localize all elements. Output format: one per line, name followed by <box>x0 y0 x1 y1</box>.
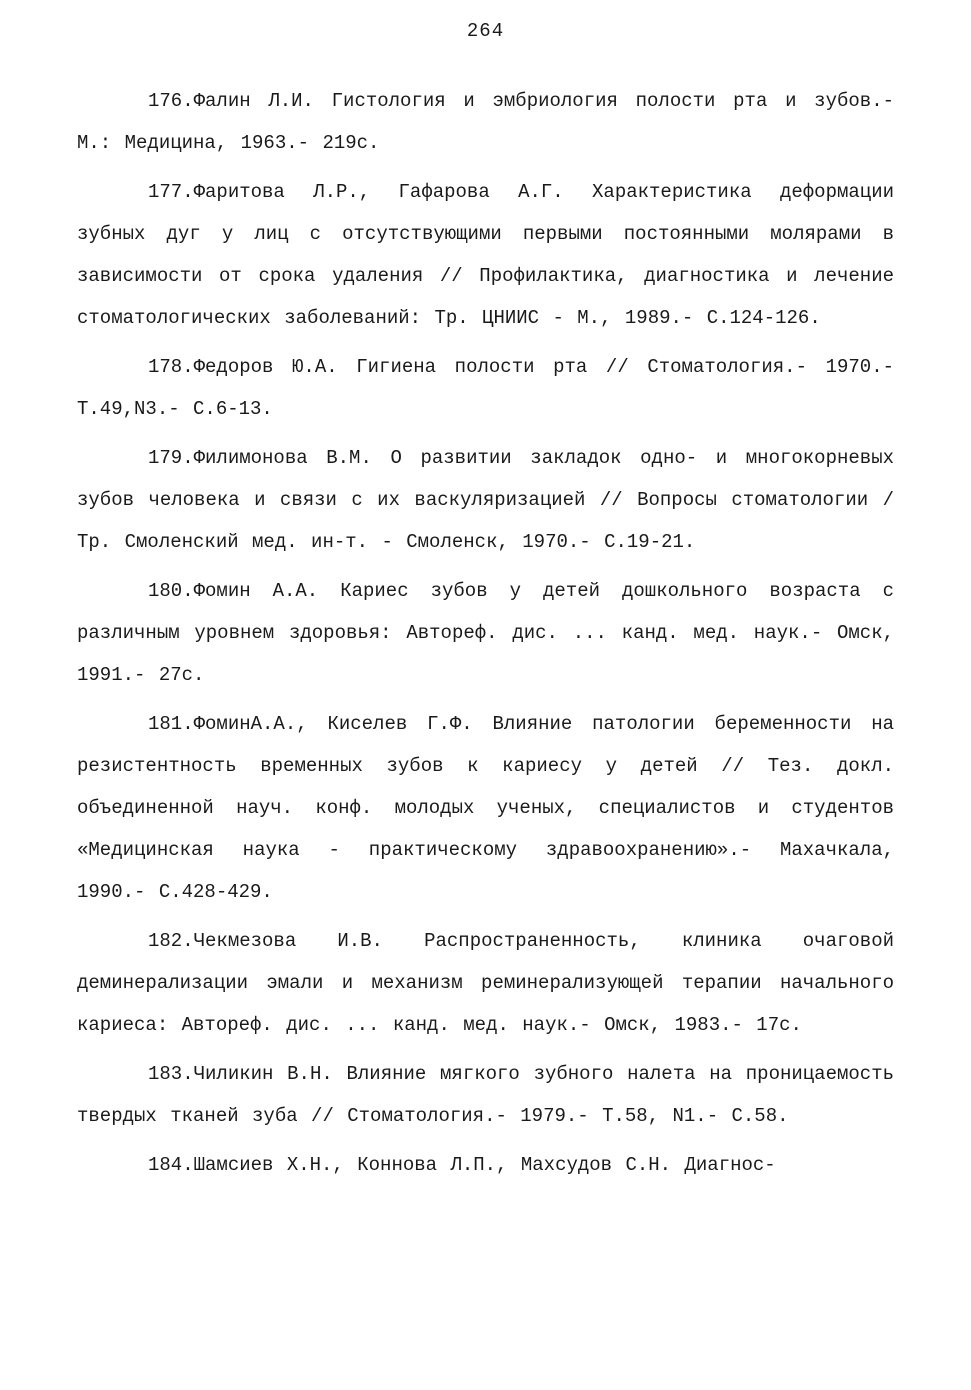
reference-item: 180.Фомин А.А. Кариес зубов у детей дошкольного возраста с различным уровнем здоровья: Автореф. дис. ... канд. мед. наук.- Омск, 1991.- 27с. <box>77 580 894 686</box>
reference-item: 183.Чиликин В.Н. Влияние мягкого зубного налета на проницаемость твердых тканей зуба // Стоматология.- 1979.- Т.58, N1.- С.58. <box>77 1063 894 1127</box>
reference-item: 184.Шамсиев Х.Н., Коннова Л.П., Махсудов С.Н. Диагнос- <box>148 1154 776 1176</box>
reference-item: 179.Филимонова В.М. О развитии закладок одно- и многокорневых зубов человека и связи с их васкуляризацией // Вопросы стоматологии / Тр. Смоленский мед. ин-т. - Смоленск, 1970.- С.19-21. <box>77 447 894 553</box>
reference-item: 176.Фалин Л.И. Гистология и эмбриология полости рта и зубов.- М.: Медицина, 1963.- 219с. <box>77 90 894 154</box>
reference-item: 182.Чекмезова И.В. Распространенность, клиника очаговой деминерализации эмали и механизм реминерализующей терапии начального кариеса: Автореф. дис. ... канд. мед. наук.- Омск, 1983.- 17с. <box>77 930 894 1036</box>
reference-item: 178.Федоров Ю.А. Гигиена полости рта // Стоматология.- 1970.- Т.49,N3.- С.6-13. <box>77 356 894 420</box>
reference-item: 177.Фаритова Л.Р., Гафарова А.Г. Характеристика деформации зубных дуг у лиц с отсутствующими первыми постоянными молярами в зависимости от срока удаления // Профилактика, диагностика и лечение стоматологических заболеваний: Тр. ЦНИИС - М., 1989.- С.124-126. <box>77 181 894 329</box>
reference-list <box>77 80 894 1193</box>
reference-item: 181.ФоминА.А., Киселев Г.Ф. Влияние патологии беременности на резистентность временных зубов к кариесу у детей // Тез. докл. объединенной науч. конф. молодых ученых, специалистов и студентов «Медицинская наука - практическому здравоохранению».- Махачкала, 1990.- С.428-429. <box>77 713 894 903</box>
page-number: 264 <box>466 20 505 42</box>
